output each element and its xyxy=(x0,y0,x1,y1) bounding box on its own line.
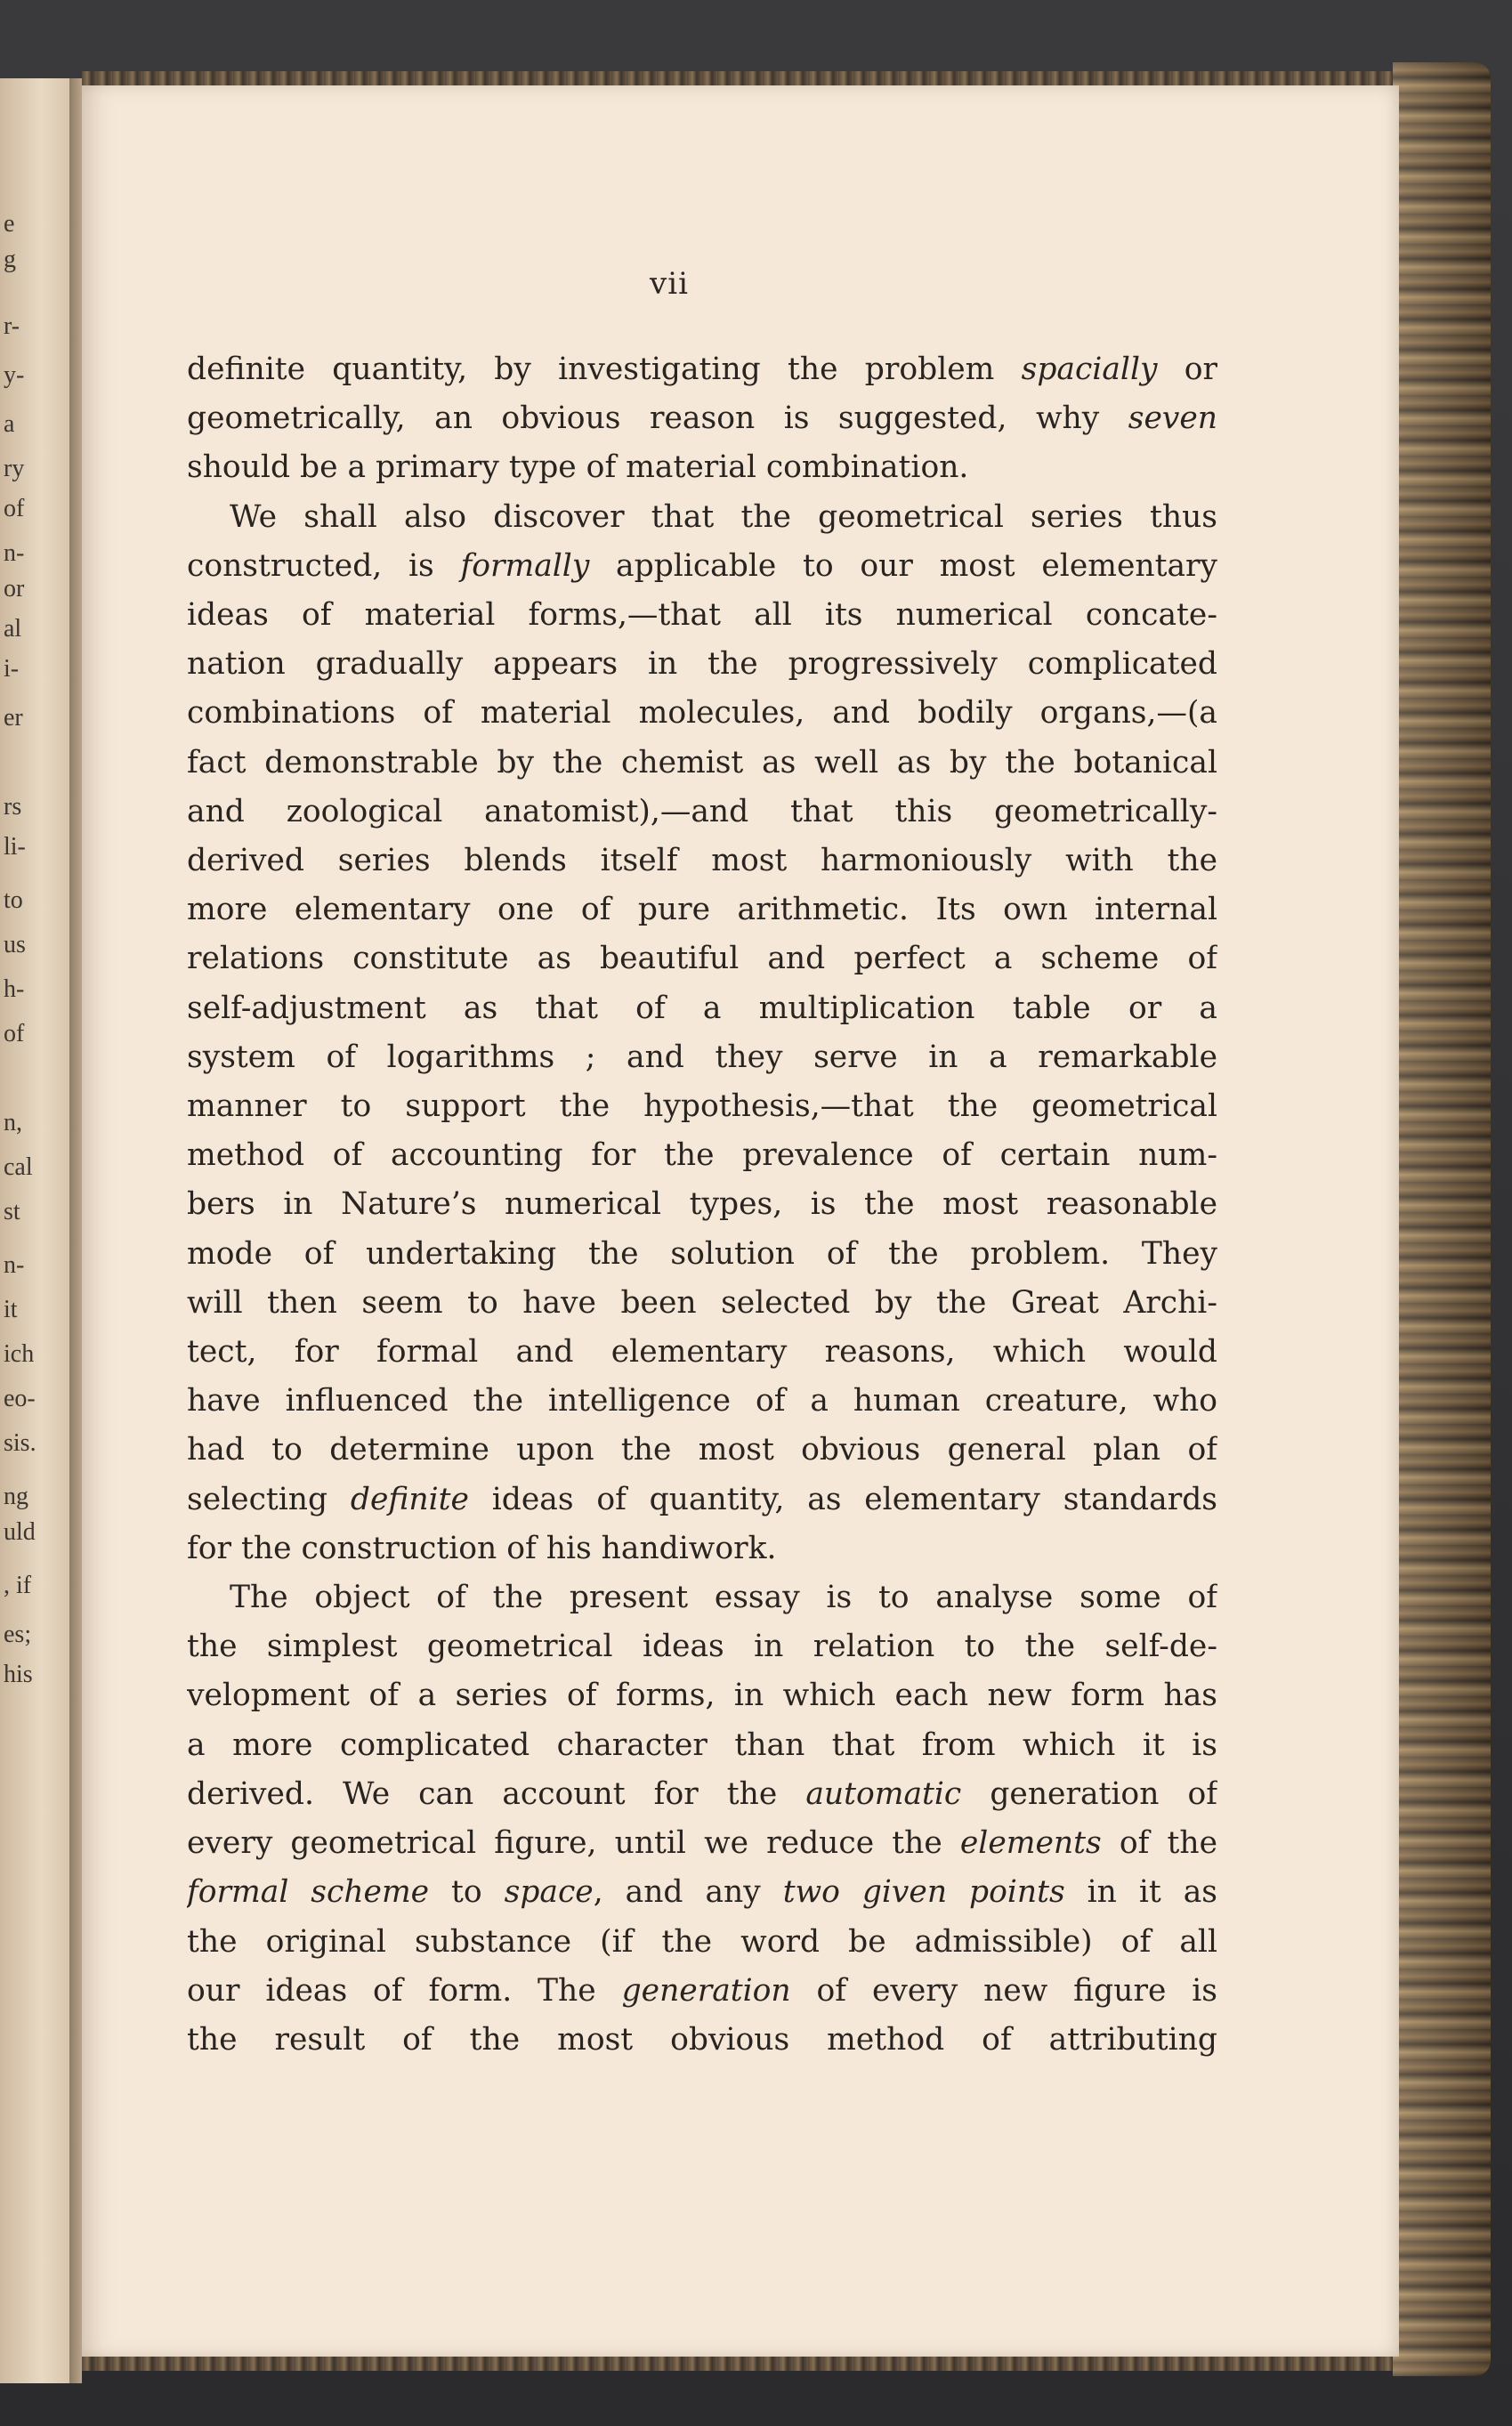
previous-page-fragment: ng xyxy=(4,1483,28,1510)
text-segment: of every new figure is xyxy=(790,1972,1217,2009)
text-line xyxy=(187,542,1217,591)
text-segment: constructed, is xyxy=(187,547,461,584)
previous-page-fragment: his xyxy=(4,1661,33,1688)
previous-page-fragment: h- xyxy=(4,975,25,1003)
text-segment: or xyxy=(1157,352,1217,387)
italic-text: two given points xyxy=(782,1874,1065,1911)
previous-page-fragment: eo- xyxy=(4,1385,36,1412)
text-segment: and zoological anatomist),—and that this geometrically- xyxy=(187,793,1217,829)
previous-page-fragment: us xyxy=(4,931,26,958)
text-line xyxy=(187,1082,1217,1131)
text-line xyxy=(187,345,1217,394)
previous-page-fragment: of xyxy=(4,495,25,522)
previous-page-fragment: n- xyxy=(4,539,25,567)
text-segment: mode of undertaking the solution of the problem. They xyxy=(187,1235,1217,1272)
text-line xyxy=(187,1868,1217,1917)
text-line xyxy=(187,1573,1217,1622)
text-segment: derived. We can account for the xyxy=(187,1775,806,1812)
text-line xyxy=(187,1033,1217,1082)
text-segment: more elementary one of pure arithmetic. Its own internal xyxy=(187,892,1217,928)
text-segment: selecting xyxy=(187,1481,351,1517)
text-segment: self-adjustment as that of a multiplication table or a xyxy=(187,990,1217,1026)
text-segment: had to determine upon the most obvious general plan of xyxy=(187,1432,1217,1468)
text-line xyxy=(187,1377,1217,1426)
previous-page-fragment: n- xyxy=(4,1251,25,1279)
text-line xyxy=(187,2016,1217,2065)
text-segment: to xyxy=(429,1874,505,1911)
italic-text: seven xyxy=(1128,400,1217,437)
text-segment: have influenced the intelligence of a human creature, who xyxy=(187,1383,1217,1419)
book-page xyxy=(82,85,1399,2357)
italic-text: elements xyxy=(959,1825,1102,1862)
body-text xyxy=(187,345,1217,2065)
previous-page-fragment: rs xyxy=(4,793,22,821)
text-segment: system of logarithms ; and they serve in a remarkable xyxy=(187,1039,1217,1075)
text-line xyxy=(187,934,1217,983)
previous-page-fragment: cal xyxy=(4,1153,33,1181)
text-segment: nation gradually appears in the progressively complicated xyxy=(187,646,1217,683)
text-segment: the result of the most obvious method of attributing xyxy=(187,2021,1217,2058)
text-segment: every geometrical figure, until we reduce the xyxy=(187,1825,960,1862)
previous-page-fragment: uld xyxy=(4,1518,36,1546)
text-segment: geometrically, an obvious reason is suggested, why xyxy=(187,400,1128,437)
text-line xyxy=(187,689,1217,738)
text-segment: ideas of material forms,—that all its numerical concate- xyxy=(187,597,1217,634)
previous-page-fragment: , if xyxy=(4,1572,32,1599)
text-line xyxy=(187,1918,1217,1967)
text-segment: We shall also discover that the geometrical series thus xyxy=(230,498,1217,535)
text-line xyxy=(187,984,1217,1033)
book-gutter xyxy=(69,78,82,2383)
text-segment: ideas of quantity, as elementary standards xyxy=(468,1481,1217,1517)
text-segment: will then seem to have been selected by the Great Archi- xyxy=(187,1284,1217,1321)
text-line xyxy=(187,1230,1217,1279)
text-line xyxy=(187,1279,1217,1328)
italic-text: generation xyxy=(621,1972,791,2009)
text-line xyxy=(187,1180,1217,1229)
italic-text: space xyxy=(504,1874,594,1911)
text-segment: definite quantity, by investigating the problem xyxy=(187,352,1022,387)
text-segment: The object of the present essay is to analyse some of xyxy=(230,1580,1217,1616)
previous-page-fragment: to xyxy=(4,886,23,914)
text-segment: , and any xyxy=(593,1874,783,1911)
text-line xyxy=(187,1671,1217,1720)
text-line xyxy=(187,1967,1217,2016)
text-line xyxy=(187,739,1217,788)
text-segment: bers in Nature’s numerical types, is the most reasonable xyxy=(187,1186,1217,1223)
text-line xyxy=(187,1131,1217,1180)
text-line xyxy=(187,1476,1217,1524)
text-line xyxy=(187,885,1217,934)
text-segment: derived series blends itself most harmoniously with the xyxy=(187,843,1217,879)
text-segment: generation of xyxy=(961,1775,1217,1812)
previous-page-fragment: ry xyxy=(4,455,25,482)
previous-page-fragment: e xyxy=(4,210,15,238)
text-segment: should be a primary type of material combination. xyxy=(187,449,969,486)
text-line xyxy=(187,1721,1217,1770)
text-line xyxy=(187,591,1217,640)
text-line xyxy=(187,1770,1217,1819)
text-line xyxy=(187,837,1217,885)
text-segment: fact demonstrable by the chemist as well as by the botanical xyxy=(187,744,1217,780)
text-segment: the simplest geometrical ideas in relation to the self-de- xyxy=(187,1629,1217,1665)
previous-page-fragment: al xyxy=(4,615,22,643)
italic-text: formally xyxy=(460,547,590,584)
text-segment: applicable to our most elementary xyxy=(589,547,1217,584)
previous-page-fragment: sis. xyxy=(4,1429,36,1457)
italic-text: definite xyxy=(350,1481,469,1517)
text-line xyxy=(187,443,1217,492)
previous-page-fragment: es; xyxy=(4,1621,32,1648)
italic-text: formal scheme xyxy=(187,1874,430,1911)
previous-page-fragment: er xyxy=(4,704,23,732)
italic-text: spacially xyxy=(1021,352,1158,387)
text-segment: in it as xyxy=(1064,1874,1217,1911)
text-segment: tect, for formal and elementary reasons, which would xyxy=(187,1334,1217,1371)
text-segment: a more complicated character than that from which it is xyxy=(187,1727,1217,1763)
previous-page-fragment: of xyxy=(4,1020,25,1047)
previous-page-fragment: it xyxy=(4,1296,18,1323)
text-segment: our ideas of form. The xyxy=(187,1972,622,2009)
text-segment: manner to support the hypothesis,—that the geometrical xyxy=(187,1088,1217,1125)
previous-page-fragment: n, xyxy=(4,1109,22,1136)
previous-page-fragment: a xyxy=(4,410,15,438)
text-segment: of the xyxy=(1101,1825,1217,1862)
previous-page-fragment: g xyxy=(4,246,16,273)
previous-page-fragment: r- xyxy=(4,312,20,340)
text-line xyxy=(187,1819,1217,1868)
text-line xyxy=(187,493,1217,542)
text-line xyxy=(187,1622,1217,1671)
text-segment: combinations of material molecules, and bodily organs,—(a xyxy=(187,695,1217,732)
text-segment: method of accounting for the prevalence of certain num- xyxy=(187,1137,1217,1174)
text-line xyxy=(187,640,1217,689)
italic-text: automatic xyxy=(805,1775,962,1812)
text-line xyxy=(187,1426,1217,1475)
book-fore-edge xyxy=(1393,62,1491,2376)
previous-page-fragment: y- xyxy=(4,361,25,389)
page-top-edge xyxy=(82,71,1417,85)
text-segment: the original substance (if the word be admissible) of all xyxy=(187,1923,1217,1960)
text-line xyxy=(187,1328,1217,1377)
previous-page-edge xyxy=(0,78,69,2383)
previous-page-fragment: li- xyxy=(4,833,26,861)
text-line xyxy=(187,788,1217,837)
text-line xyxy=(187,1524,1217,1573)
previous-page-fragment: ich xyxy=(4,1340,35,1368)
previous-page-fragment: i- xyxy=(4,655,20,683)
text-segment: for the construction of his handiwork. xyxy=(187,1530,777,1566)
page-bottom-edge xyxy=(82,2357,1417,2371)
previous-page-fragment: or xyxy=(4,575,25,602)
previous-page-fragment: st xyxy=(4,1198,20,1225)
text-segment: relations constitute as beautiful and perfect a scheme of xyxy=(187,941,1217,977)
text-segment: velopment of a series of forms, in which each new form has xyxy=(187,1678,1217,1714)
text-line xyxy=(187,394,1217,443)
page-number: vii xyxy=(650,266,689,302)
